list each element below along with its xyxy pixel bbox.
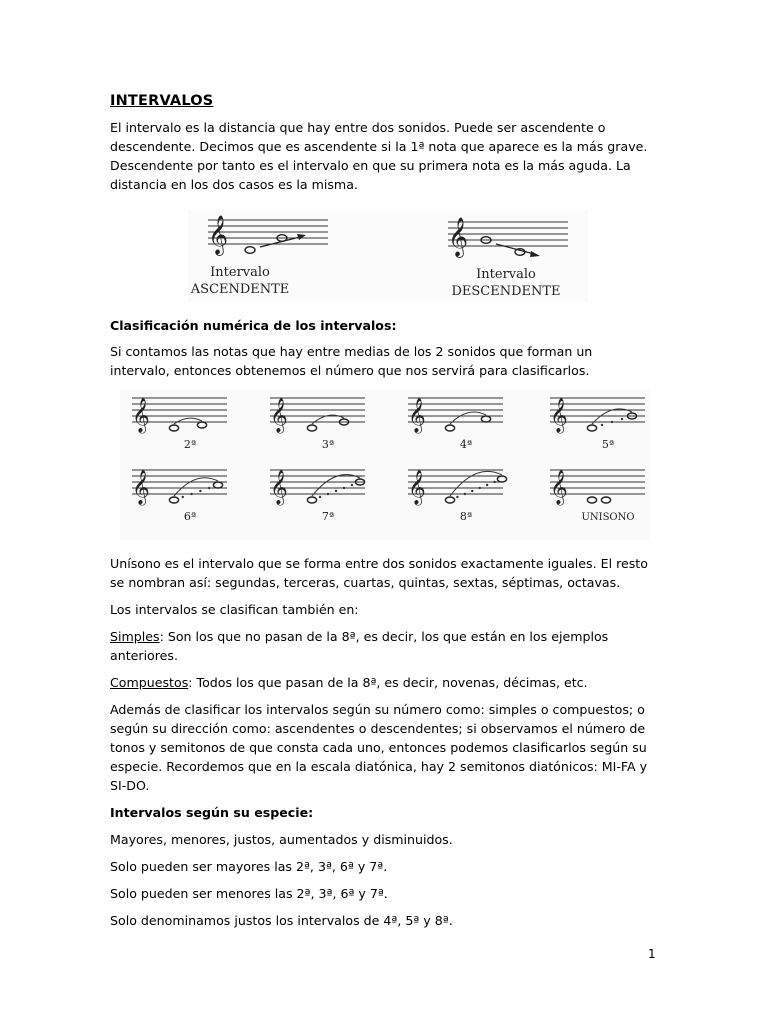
compuestos-paragraph: [110, 673, 655, 692]
simples-text: : Son los que no pasan de la 8ª, es decir, los que están en los ejemplos anteriores.: [110, 629, 609, 663]
unison-paragraph: Unísono es el intervalo que se forma entre dos sonidos exactamente iguales. El resto se nombran así: segundas, terceras, cuartas, quintas, sextas, séptimas, octavas.: [110, 556, 648, 590]
interval-label: 8ª: [459, 510, 473, 523]
species-heading: Intervalos según su especie:: [110, 805, 314, 820]
treble-clef-icon: 𝄞: [550, 398, 568, 433]
interval-label: 3ª: [321, 438, 335, 451]
numeric-intervals-figure: [110, 390, 655, 540]
treble-clef-icon: 𝄞: [408, 398, 426, 433]
ascending-label-2: ASCENDENTE: [190, 282, 290, 297]
descending-label-2: DESCENDENTE: [451, 284, 561, 299]
simples-term: Simples: [110, 629, 160, 644]
compuestos-term: Compuestos: [110, 675, 189, 690]
treble-clef-icon: 𝄞: [550, 470, 568, 505]
simples-paragraph: [110, 627, 655, 665]
figure-ascending-descending: [110, 202, 655, 306]
page-number: 1: [648, 947, 656, 961]
treble-clef-icon: 𝄞: [208, 215, 229, 255]
species-line: Solo denominamos justos los intervalos de 4ª, 5ª y 8ª.: [110, 913, 453, 928]
descending-label-1: Intervalo: [476, 267, 536, 282]
treble-clef-icon: 𝄞: [270, 398, 288, 433]
species-line: Mayores, menores, justos, aumentados y disminuidos.: [110, 832, 453, 847]
also-classified-text: Los intervalos se clasifican también en:: [110, 602, 359, 617]
interval-label: 2ª: [183, 438, 197, 451]
ascending-label-1: Intervalo: [210, 265, 270, 280]
treble-clef-icon: 𝄞: [132, 470, 150, 505]
numeric-classification-heading: Clasificación numérica de los intervalos:: [110, 318, 397, 333]
interval-direction-figure: [110, 202, 655, 306]
treble-clef-icon: 𝄞: [448, 217, 469, 257]
interval-label: 6ª: [183, 510, 197, 523]
treble-clef-icon: 𝄞: [132, 398, 150, 433]
figure-numeric-intervals: [110, 390, 655, 540]
species-line: Solo pueden ser mayores las 2ª, 3ª, 6ª y 7ª.: [110, 859, 388, 874]
interval-label: 5ª: [601, 438, 615, 451]
intro-paragraph: El intervalo es la distancia que hay entre dos sonidos. Puede ser ascendente o descendente. Decimos que es ascendente si la 1ª nota que aparece es la más grave. Descendente por tanto es el intervalo en que su primera nota es la más aguda. La distancia en los dos casos es la misma.: [110, 120, 648, 192]
treble-clef-icon: 𝄞: [408, 470, 426, 505]
page-title: INTERVALOS: [110, 93, 214, 109]
interval-label: 4ª: [459, 438, 473, 451]
compuestos-text: : Todos los que pasan de la 8ª, es decir, novenas, décimas, etc.: [188, 675, 588, 690]
species-intro-paragraph: Además de clasificar los intervalos según su número como: simples o compuestos; o según su dirección como: ascendentes o descendentes; si observamos el número de tonos y semitonos de que consta cada uno, entonces podemos clasificarlos según su especie. Recordemos que en la escala diatónica, hay 2 semitonos diatónicos: MI-FA y SI-DO.: [110, 702, 648, 793]
species-line: Solo pueden ser menores las 2ª, 3ª, 6ª y 7ª.: [110, 886, 388, 901]
page-content: [110, 93, 655, 938]
numeric-classification-text: Si contamos las notas que hay entre medias de los 2 sonidos que forman un intervalo, entonces obtenemos el número que nos servirá para clasificarlos.: [110, 344, 593, 378]
treble-clef-icon: 𝄞: [270, 470, 288, 505]
interval-label: UNISONO: [581, 512, 635, 523]
interval-label: 7ª: [321, 510, 335, 523]
